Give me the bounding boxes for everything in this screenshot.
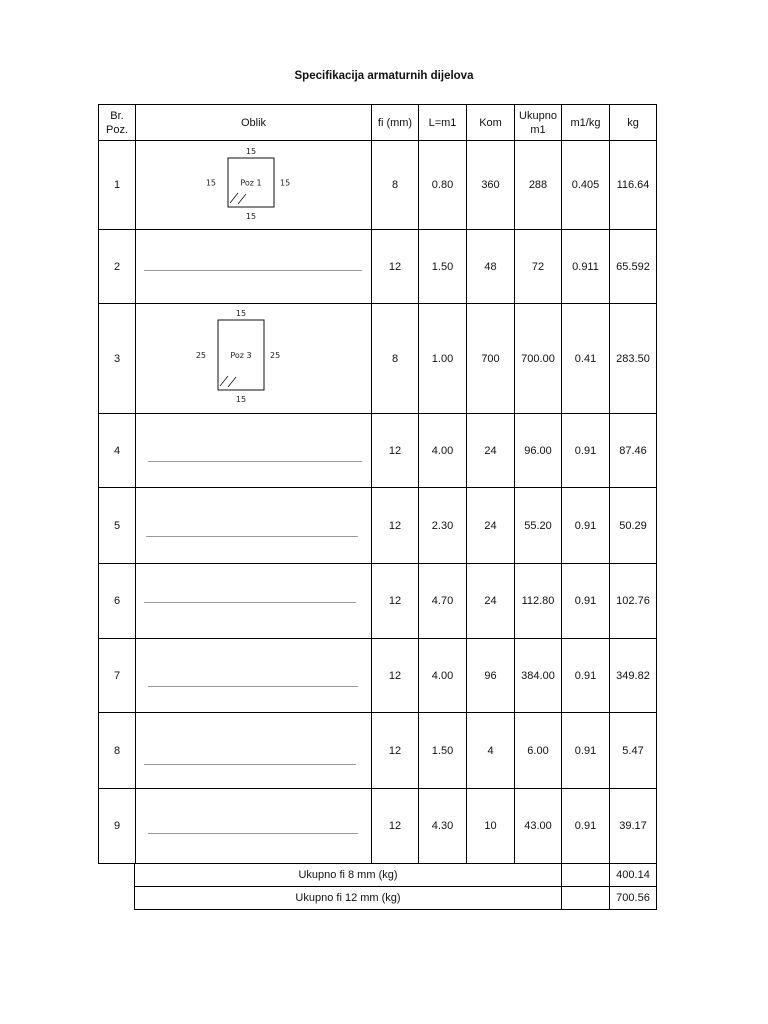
count-cell: 48 bbox=[467, 230, 515, 304]
table-row bbox=[99, 488, 657, 564]
total-row-fi8 bbox=[135, 864, 657, 887]
header-br-poz: Br. Poz. bbox=[99, 105, 136, 141]
unit-weight-cell: 0.91 bbox=[562, 713, 610, 789]
diameter-cell: 12 bbox=[372, 639, 419, 713]
weight-cell: 39.17 bbox=[610, 789, 657, 864]
rebar-straight-line bbox=[146, 536, 358, 537]
header-m1kg: m1/kg bbox=[562, 105, 610, 141]
header-oblik: Oblik bbox=[136, 105, 372, 141]
rebar-straight-line bbox=[144, 270, 362, 271]
table-row bbox=[99, 564, 657, 639]
shape-cell bbox=[136, 488, 372, 564]
position-cell: 3 bbox=[99, 304, 136, 414]
position-cell: 5 bbox=[99, 488, 136, 564]
total-label: Ukupno fi 8 mm (kg) bbox=[135, 864, 562, 887]
unit-weight-cell: 0.91 bbox=[562, 564, 610, 639]
unit-weight-cell: 0.911 bbox=[562, 230, 610, 304]
position-cell: 9 bbox=[99, 789, 136, 864]
total-empty-cell bbox=[562, 887, 610, 910]
diameter-cell: 12 bbox=[372, 414, 419, 488]
total-row-fi12 bbox=[135, 887, 657, 910]
length-cell: 1.50 bbox=[419, 230, 467, 304]
page-title: Specifikacija armaturnih dijelova bbox=[294, 70, 474, 82]
weight-cell: 116.64 bbox=[610, 141, 657, 230]
count-cell: 4 bbox=[467, 713, 515, 789]
length-cell: 4.00 bbox=[419, 414, 467, 488]
header-ukupno: Ukupno m1 bbox=[515, 105, 562, 141]
count-cell: 96 bbox=[467, 639, 515, 713]
weight-cell: 65.592 bbox=[610, 230, 657, 304]
dimension-bottom: 15 bbox=[245, 212, 257, 221]
dimension-right: 25 bbox=[270, 351, 281, 360]
length-cell: 4.30 bbox=[419, 789, 467, 864]
weight-cell: 5.47 bbox=[610, 713, 657, 789]
weight-cell: 102.76 bbox=[610, 564, 657, 639]
diameter-cell: 12 bbox=[372, 488, 419, 564]
position-cell: 8 bbox=[99, 713, 136, 789]
table-row bbox=[99, 304, 657, 414]
shape-cell bbox=[136, 789, 372, 864]
total-empty-cell bbox=[562, 864, 610, 887]
rebar-straight-line bbox=[148, 461, 362, 462]
weight-cell: 349.82 bbox=[610, 639, 657, 713]
total-length-cell: 112.80 bbox=[515, 564, 562, 639]
diameter-cell: 8 bbox=[372, 304, 419, 414]
table-row bbox=[99, 414, 657, 488]
shape-cell bbox=[136, 713, 372, 789]
stirrup-sketch bbox=[136, 141, 372, 230]
stirrup-label: Poz 3 bbox=[230, 351, 252, 360]
shape-cell bbox=[136, 304, 372, 414]
unit-weight-cell: 0.91 bbox=[562, 414, 610, 488]
total-length-cell: 384.00 bbox=[515, 639, 562, 713]
total-length-cell: 55.20 bbox=[515, 488, 562, 564]
weight-cell: 50.29 bbox=[610, 488, 657, 564]
total-length-cell: 288 bbox=[515, 141, 562, 230]
header-kom: Kom bbox=[467, 105, 515, 141]
dimension-bottom: 15 bbox=[235, 395, 247, 404]
unit-weight-cell: 0.41 bbox=[562, 304, 610, 414]
length-cell: 1.00 bbox=[419, 304, 467, 414]
shape-cell bbox=[136, 414, 372, 488]
rebar-straight-line bbox=[144, 764, 356, 765]
length-cell: 1.50 bbox=[419, 713, 467, 789]
dimension-left: 15 bbox=[205, 178, 216, 188]
total-value: 400.14 bbox=[610, 864, 657, 887]
total-length-cell: 96.00 bbox=[515, 414, 562, 488]
position-cell: 6 bbox=[99, 564, 136, 639]
weight-cell: 87.46 bbox=[610, 414, 657, 488]
position-cell: 1 bbox=[99, 141, 136, 230]
dimension-right: 15 bbox=[280, 178, 291, 188]
shape-cell bbox=[136, 564, 372, 639]
total-length-cell: 700.00 bbox=[515, 304, 562, 414]
unit-weight-cell: 0.91 bbox=[562, 488, 610, 564]
count-cell: 10 bbox=[467, 789, 515, 864]
header-length: L=m1 bbox=[419, 105, 467, 141]
total-label: Ukupno fi 12 mm (kg) bbox=[135, 887, 562, 910]
table-row bbox=[99, 789, 657, 864]
count-cell: 700 bbox=[467, 304, 515, 414]
diameter-cell: 12 bbox=[372, 564, 419, 639]
shape-cell bbox=[136, 141, 372, 230]
table-row bbox=[99, 230, 657, 304]
diameter-cell: 8 bbox=[372, 141, 419, 230]
shape-cell bbox=[136, 230, 372, 304]
rebar-straight-line bbox=[144, 602, 356, 603]
position-cell: 7 bbox=[99, 639, 136, 713]
header-fi: fi (mm) bbox=[372, 105, 419, 141]
length-cell: 4.70 bbox=[419, 564, 467, 639]
totals-table bbox=[134, 863, 657, 910]
table-row bbox=[99, 713, 657, 789]
unit-weight-cell: 0.91 bbox=[562, 639, 610, 713]
count-cell: 24 bbox=[467, 488, 515, 564]
diameter-cell: 12 bbox=[372, 789, 419, 864]
table-row bbox=[99, 141, 657, 230]
unit-weight-cell: 0.405 bbox=[562, 141, 610, 230]
unit-weight-cell: 0.91 bbox=[562, 789, 610, 864]
weight-cell: 283.50 bbox=[610, 304, 657, 414]
header-kg: kg bbox=[610, 105, 657, 141]
spec-table bbox=[98, 104, 657, 864]
rebar-straight-line bbox=[148, 686, 358, 687]
count-cell: 360 bbox=[467, 141, 515, 230]
shape-cell bbox=[136, 639, 372, 713]
total-length-cell: 6.00 bbox=[515, 713, 562, 789]
diameter-cell: 12 bbox=[372, 713, 419, 789]
stirrup-sketch bbox=[136, 304, 372, 414]
rebar-straight-line bbox=[148, 833, 358, 834]
dimension-top: 15 bbox=[235, 309, 247, 318]
position-cell: 4 bbox=[99, 414, 136, 488]
dimension-top: 15 bbox=[245, 147, 257, 156]
length-cell: 0.80 bbox=[419, 141, 467, 230]
total-length-cell: 72 bbox=[515, 230, 562, 304]
length-cell: 4.00 bbox=[419, 639, 467, 713]
count-cell: 24 bbox=[467, 414, 515, 488]
total-length-cell: 43.00 bbox=[515, 789, 562, 864]
header-row bbox=[99, 105, 657, 141]
position-cell: 2 bbox=[99, 230, 136, 304]
count-cell: 24 bbox=[467, 564, 515, 639]
table-row bbox=[99, 639, 657, 713]
length-cell: 2.30 bbox=[419, 488, 467, 564]
diameter-cell: 12 bbox=[372, 230, 419, 304]
total-value: 700.56 bbox=[610, 887, 657, 910]
stirrup-label: Poz 1 bbox=[240, 178, 262, 188]
dimension-left: 25 bbox=[195, 351, 206, 360]
